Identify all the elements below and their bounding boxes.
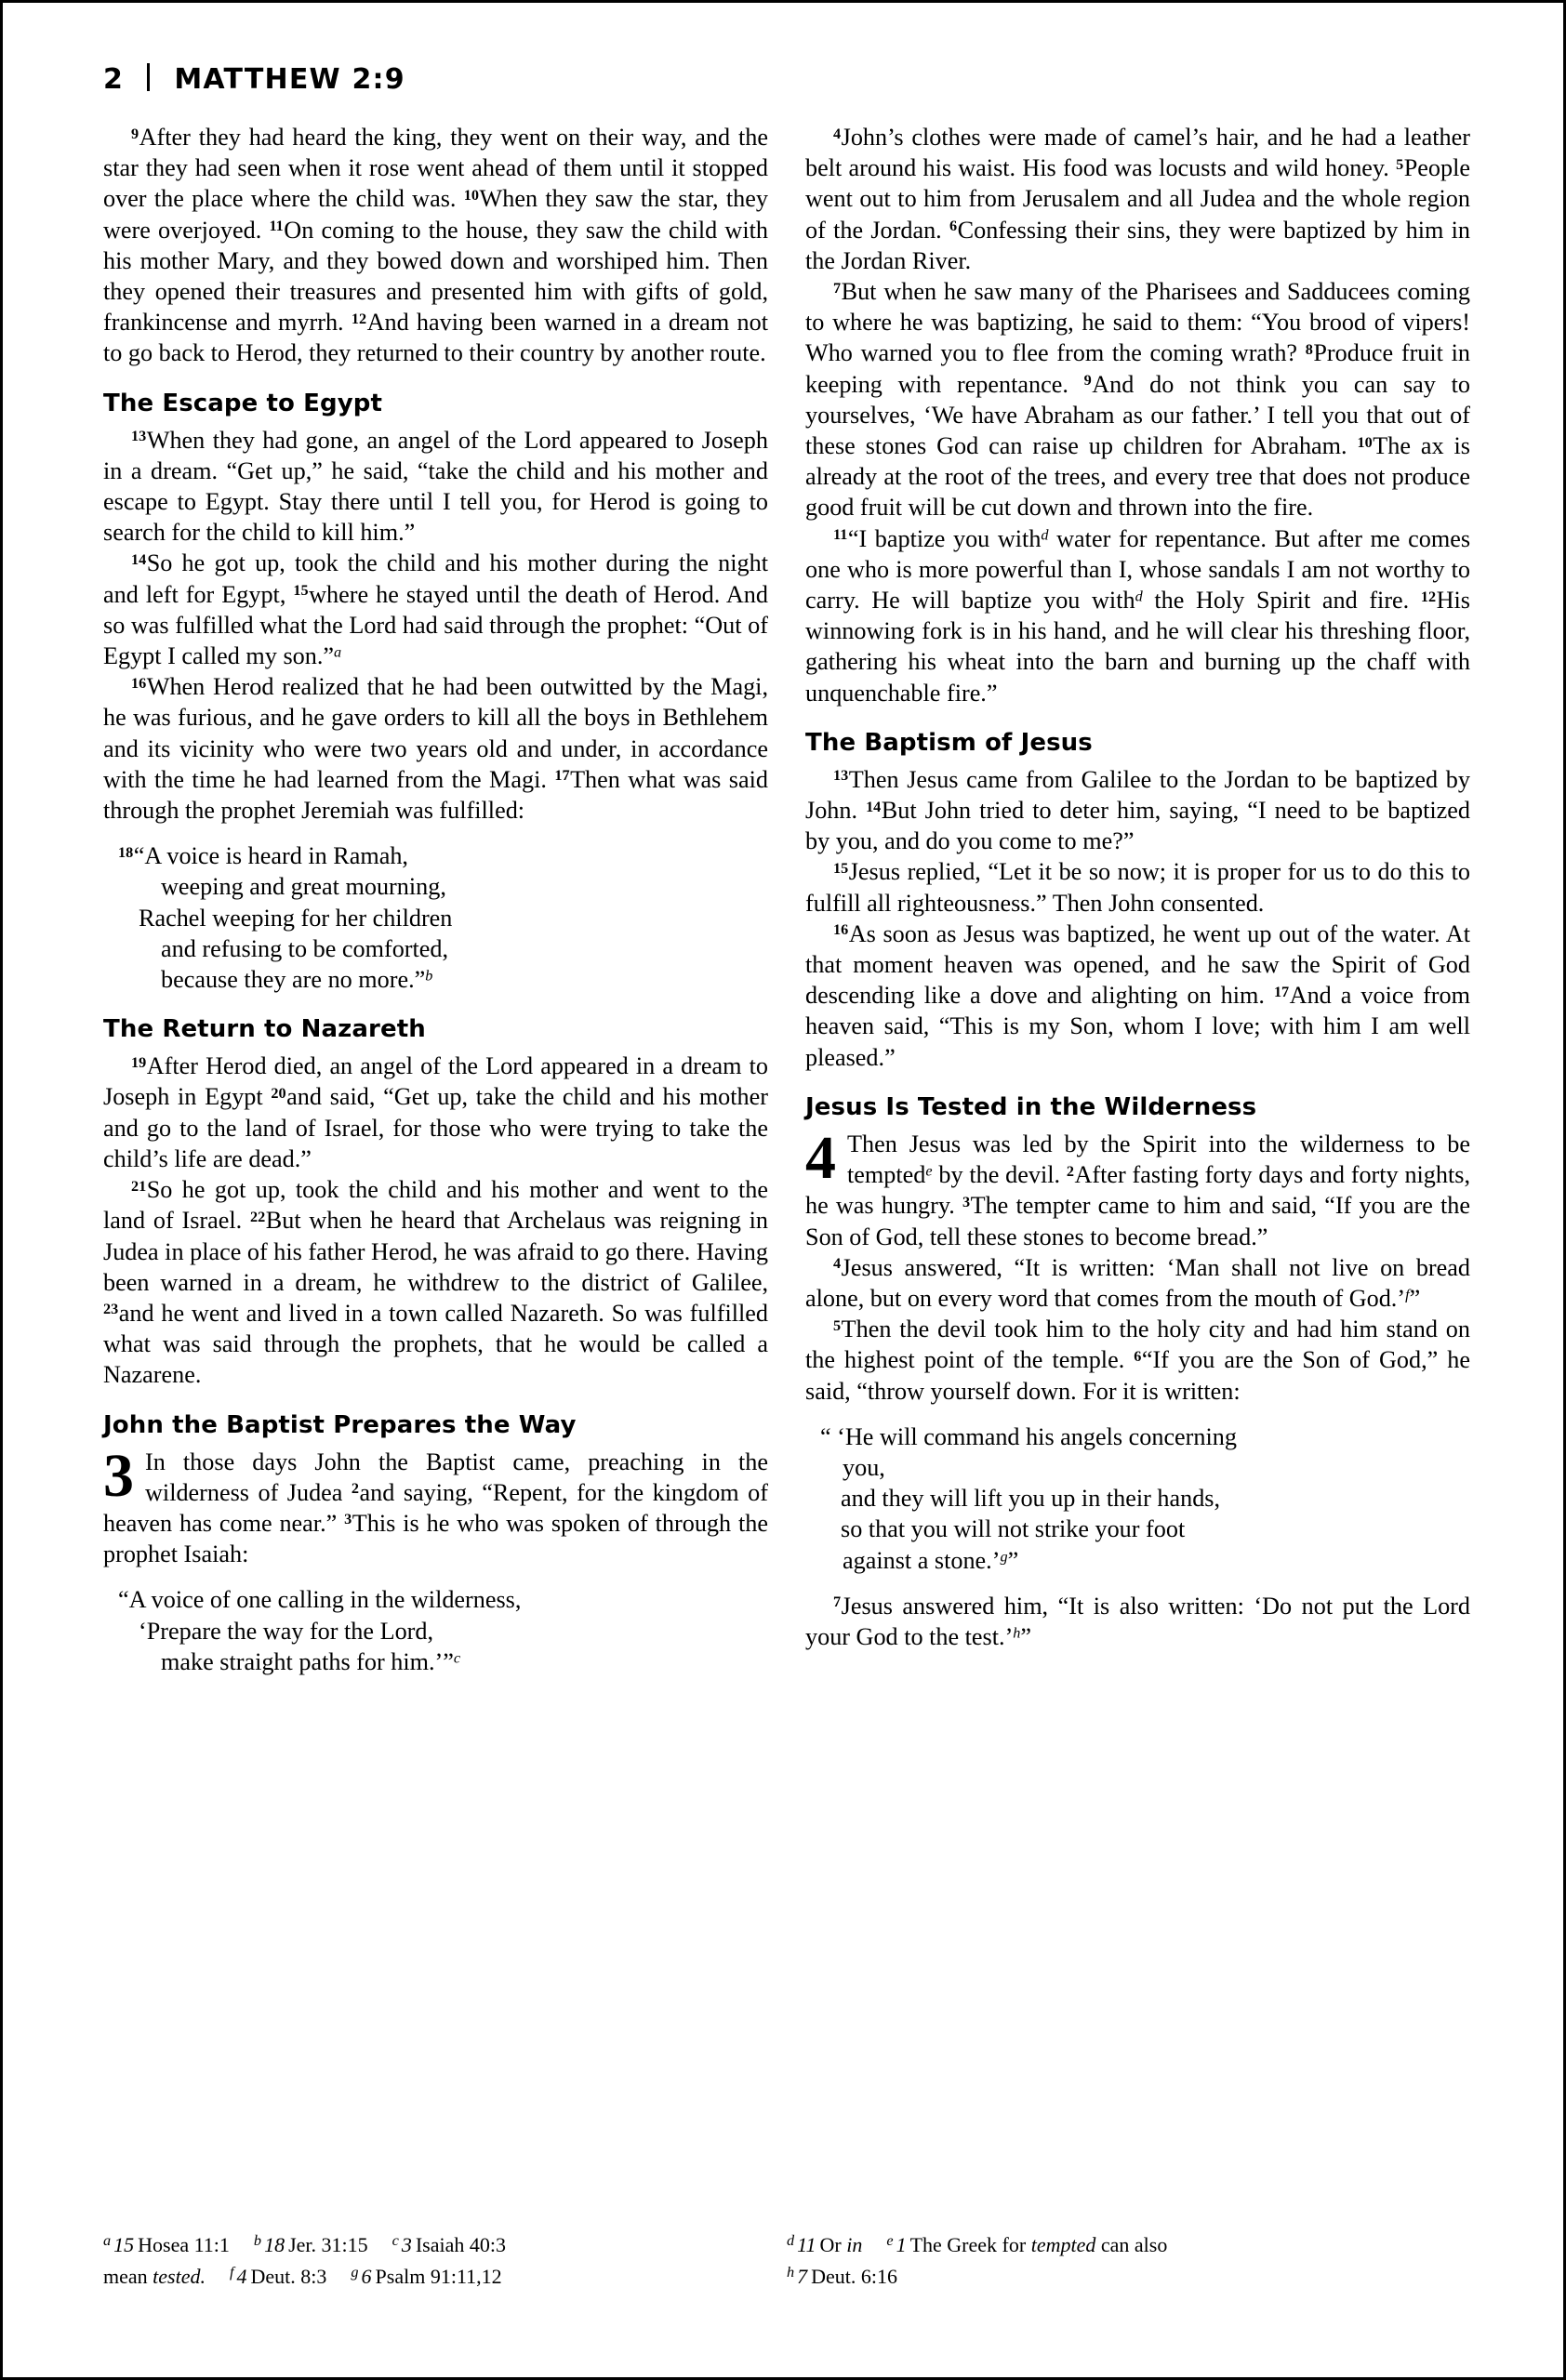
footnote-text: Or in (819, 2232, 863, 2256)
footnote-text: Isaiah 40:3 (415, 2232, 507, 2256)
footnote-text: Hosea 11:1 (138, 2232, 230, 2256)
footnotes-area (103, 2227, 1470, 2290)
verse-paragraph-mt3-7-10: $^7$But when he saw many of the Pharisees and Sadducees coming to where he was baptizing, he said to them: “You brood of vipers! Who warned you to flee from the coming wrath? $^8$Produce fruit in keeping with repentance. $^9$And do not think you can say to yourselves, ‘We have Abraham as our father.’ I tell you that out of these stones God can raise up children for Abraham. $^{10}$The ax is already at the root of the trees, and every tree that does not produce good fruit will be cut down and thrown into the fire. (805, 278, 1470, 522)
poetry-line: Rachel weeping for her children (139, 904, 453, 932)
verse-paragraph-mt2-9-12: $^9$After they had heard the king, they went on their way, and the star they had seen when it rose went ahead of them until it stopped over the place where the child was. $^{10}$When they saw the star, they were overjoyed. $^{11}$On coming to the house, they saw the child with his mother Mary, and they bowed down and worshiped him. Then they opened their treasures and presented him with gifts of gold, frankincense and myrrh. $^{12}$And having been warned in a dream not to go back to Herod, they returned to their country by another route. (103, 124, 768, 367)
footnote-line (787, 2258, 1470, 2290)
chapter-block-chapter-4 (805, 1123, 1471, 1252)
poetry-line: because they are no more.”$^b$ (161, 966, 433, 994)
verse-paragraph-mt4-7: $^7$Jesus answered him, “It is also written: ‘Do not put the Lord your God to the test.’$^h$” (805, 1592, 1470, 1650)
footnote-entry (787, 2262, 898, 2288)
chapter-dropcap: 3 (103, 1441, 134, 1510)
verse-paragraph-mt2-16-17: $^{16}$When Herod realized that he had been outwitted by the Magi, he was furious, and he gave orders to kill all the boys in Bethlehem and its vicinity who were two years old and under, in accordance with the time he had learned from the Magi. $^{17}$Then what was said through the prophet Jeremiah was fulfilled: (103, 673, 768, 825)
poetry-line: you, (843, 1453, 885, 1481)
section-heading-john-the-baptist-prepares-the-way: John the Baptist Prepares the Way (103, 1410, 577, 1439)
poetry-line: so that you will not strike your foot (841, 1515, 1186, 1543)
poetry-line: “A voice of one calling in the wilderness, (118, 1586, 522, 1614)
footnotes-left (103, 2227, 787, 2290)
right-column (805, 122, 1470, 2167)
page-number: 2 (103, 63, 124, 96)
chapter-dropcap: 4 (805, 1123, 836, 1192)
verse-paragraph-mt3-4-6: $^4$John’s clothes were made of camel’s hair, and he had a leather belt around his waist. His food was locusts and wild honey. $^5$People went out to him from Jerusalem and all Judea and the whole region of the Jordan. $^6$Confessing their sins, they were baptized by him in the Jordan River. (805, 124, 1470, 274)
verse-paragraph-mt4-4: $^4$Jesus answered, “It is written: ‘Man shall not live on bread alone, but on every word that comes from the mouth of God.’$^f$” (805, 1253, 1470, 1312)
footnote-mark: a (103, 2231, 112, 2249)
footnote-mark: d (787, 2231, 795, 2249)
section-heading-escape-to-egypt: The Escape to Egypt (103, 389, 383, 417)
footnote-verse: 6 (361, 2264, 372, 2288)
footnote-line (103, 2227, 787, 2258)
verse-paragraph-mt3-13-14: $^{13}$Then Jesus came from Galilee to the Jordan to be baptized by John. $^{14}$But John tried to deter him, saying, “I need to be baptized by you, and do you come to me?” (805, 765, 1470, 855)
section-heading-baptism-of-jesus: The Baptism of Jesus (805, 728, 1093, 757)
poetry-line: and refusing to be comforted, (161, 934, 449, 962)
two-column-body (103, 122, 1470, 2167)
header-reference: MATTHEW 2:9 (174, 63, 405, 96)
footnote-text: Deut. 8:3 (250, 2264, 327, 2288)
footnote-text: mean tested. (103, 2264, 206, 2288)
footnotes-right (787, 2227, 1470, 2290)
footnote-mark: f (229, 2262, 234, 2281)
poetry-line: and they will lift you up in their hands, (841, 1485, 1221, 1513)
footnote-text: Jer. 31:15 (288, 2232, 368, 2256)
footnote-mark: h (787, 2262, 795, 2281)
poetry-line: make straight paths for him.’”$^c$ (161, 1647, 461, 1675)
poetry-block-jeremiah-quote (103, 840, 768, 995)
footnote-entry (103, 2265, 206, 2288)
verse-paragraph-mt3-15: $^{15}$Jesus replied, “Let it be so now; it is proper for us to do this to fulfill all righteousness.” Then John consented. (805, 858, 1470, 917)
footnote-entry (787, 2233, 862, 2256)
verse-paragraph-mt2-13: $^{13}$When they had gone, an angel of the Lord appeared to Joseph in a dream. “Get up,” he said, “take the child and his mother and escape to Egypt. Stay there until I tell you, for Herod is going to search for the child to kill him.” (103, 426, 768, 547)
footnote-entry (886, 2233, 1167, 2256)
poetry-line: “ ‘He will command his angels concerning (820, 1422, 1237, 1450)
section-heading-jesus-is-tested-in-the-wilderness: Jesus Is Tested in the Wilderness (805, 1092, 1257, 1121)
footnote-verse: 4 (236, 2264, 247, 2288)
footnote-line (103, 2258, 787, 2290)
footnote-verse: 1 (896, 2232, 907, 2256)
footnote-text: Psalm 91:11,12 (375, 2264, 502, 2288)
running-header (103, 60, 405, 96)
poetry-line: ‘Prepare the way for the Lord, (139, 1617, 434, 1645)
footnote-text: Deut. 6:16 (811, 2264, 898, 2288)
footnote-verse: 11 (797, 2232, 816, 2256)
header-divider (147, 63, 150, 91)
poetry-line: $^{18}$“A voice is heard in Ramah, (118, 842, 408, 870)
footnote-verse: 15 (113, 2232, 135, 2256)
footnote-line (787, 2227, 1470, 2258)
verse-paragraph-mt2-19-20: $^{19}$After Herod died, an angel of the Lord appeared in a dream to Joseph in Egypt $^{20}$and said, “Get up, take the child and his mother and go to the land of Israel, for those who were trying to take the child’s life are dead.” (103, 1052, 768, 1172)
footnote-mark: c (392, 2231, 399, 2249)
footnote-entry (392, 2233, 506, 2256)
verse-paragraph-mt2-14-15: $^{14}$So he got up, took the child and his mother during the night and left for Egypt, $^{15}$where he stayed until the death of Herod. And so was fulfilled what the Lord had said through the prophet: “Out of Egypt I called my son.”$^a$ (103, 549, 768, 670)
footnote-entry (229, 2262, 327, 2288)
poetry-line: weeping and great mourning, (161, 873, 446, 901)
verse-paragraph-mt3-16-17: $^{16}$As soon as Jesus was baptized, he went up out of the water. At that moment heaven was opened, and he saw the Spirit of God descending like a dove and alighting on him. $^{17}$And a voice from heaven said, “This is my Son, whom I love; with him I am well pleased.” (805, 919, 1470, 1071)
section-heading-return-to-nazareth: The Return to Nazareth (103, 1015, 426, 1044)
chapter-block-chapter-3 (103, 1441, 768, 1570)
verse-paragraph-chapter-3: In those days John the Baptist came, preaching in the wilderness of Judea $^2$and saying, “Repent, for the kingdom of heaven has come near.” $^3$This is he who was spoken of through the prophet Isaiah: (103, 1448, 768, 1568)
footnote-verse: 7 (797, 2264, 808, 2288)
left-column (103, 122, 768, 2167)
verse-paragraph-chapter-4: Then Jesus was led by the Spirit into the wilderness to be tempted$^e$ by the devil. $^2$After fasting forty days and forty nights, he was hungry. $^3$The tempter came to him and said, “If you are the Son of God, tell these stones to become bread.” (805, 1130, 1471, 1250)
footnote-entry (103, 2233, 230, 2256)
verse-paragraph-mt4-5-6: $^5$Then the devil took him to the holy city and had him stand on the highest point of the temple. $^6$“If you are the Son of God,” he said, “throw yourself down. For it is written: (805, 1316, 1471, 1405)
footnote-verse: 3 (401, 2232, 412, 2256)
poetry-block-psalm-quote (805, 1421, 1470, 1576)
verse-paragraph-mt3-11-12: $^{11}$“I baptize you with$^d$ water for repentance. But after me comes one who is more powerful than I, whose sandals I am not worthy to carry. He will baptize you with$^d$ the Holy Spirit and fire. $^{12}$His winnowing fork is in his hand, and he will clear his threshing floor, gathering his wheat into the barn and burning up the chaff with unquenchable fire.” (805, 524, 1471, 707)
verse-paragraph-mt2-21-23: $^{21}$So he got up, took the child and his mother and went to the land of Israel. $^{22}$But when he heard that Archelaus was reigning in Judea in place of his father Herod, he was afraid to go there. Having been warned in a dream, he withdrew to the district of Galilee, $^{23}$and he went and lived in a town called Nazareth. So was fulfilled what was said through the prophets, that he would be called a Nazarene. (103, 1176, 768, 1389)
poetry-line: against a stone.’$^g$” (843, 1546, 1019, 1574)
footnote-entry (351, 2262, 502, 2288)
footnote-verse: 18 (264, 2232, 285, 2256)
footnote-entry (254, 2233, 368, 2256)
footnote-mark: e (886, 2231, 894, 2249)
footnote-text: The Greek for tempted can also (909, 2232, 1168, 2256)
poetry-block-isaiah-quote (103, 1584, 768, 1677)
footnote-mark: b (253, 2231, 262, 2249)
footnote-mark: g (351, 2262, 359, 2281)
